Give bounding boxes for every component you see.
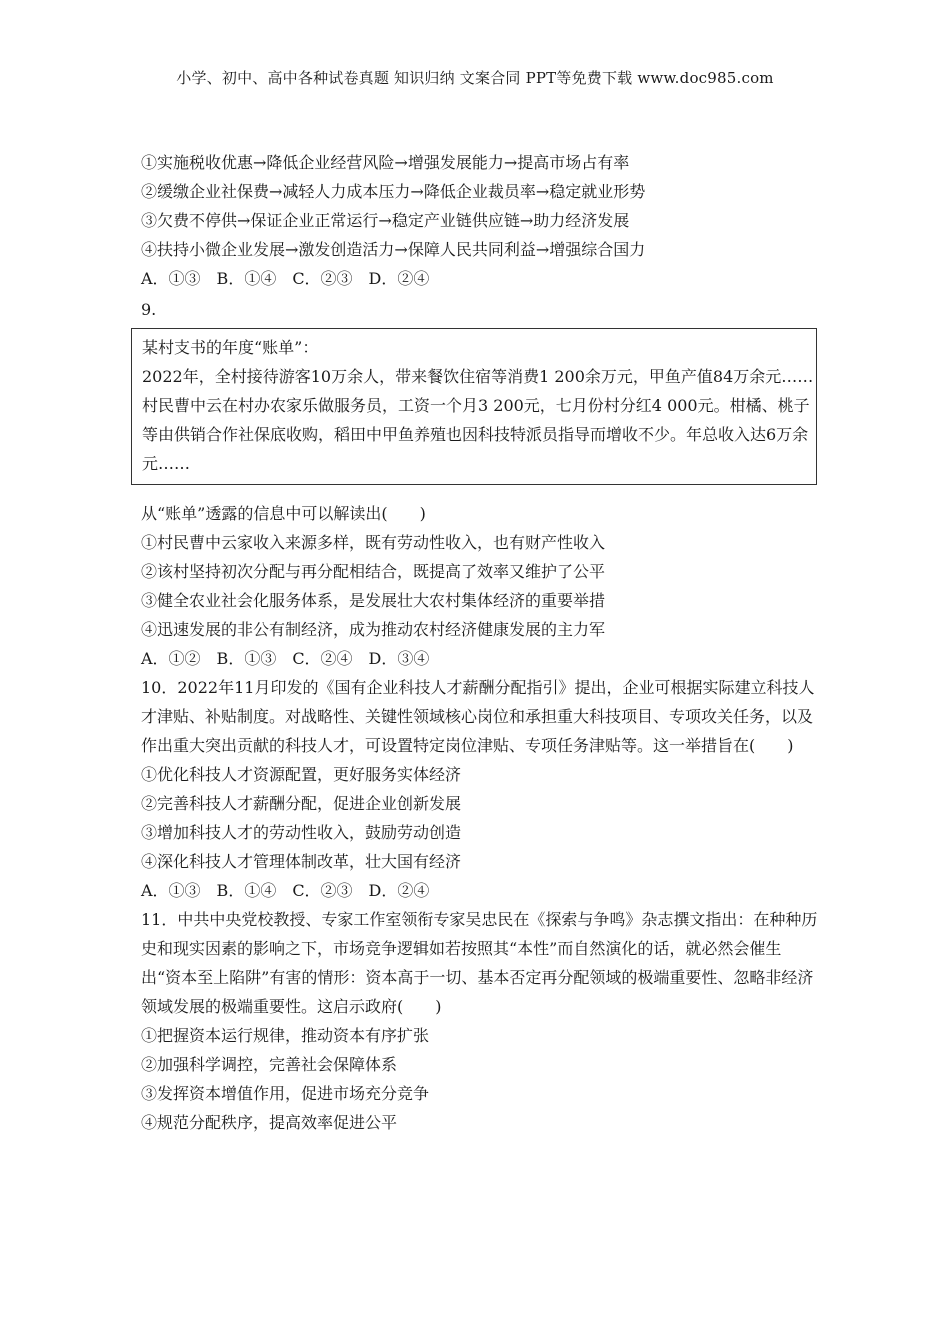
q9-number: 9. [141,300,157,319]
q11-stem: 11．中共中央党校教授、专家工作室领衔专家吴忠民在《探索与争鸣》杂志撰文指出：在种种历史和现实因素的影响之下，市场竞争逻辑如若按照其“本性”而自然演化的话，就必然会催生出“资本至上陷阱”有害的情形：资本高于一切、基本否定再分配领域的极端重要性、忽略非经济领域发展的极端重要性。这启示政府( ) [141,910,818,1016]
page-content [141,148,821,1137]
q9-box-title: 某村支书的年度“账单”： [142,338,319,357]
q10-answer-choices: A．①③ B．①④ C．②③ D．②④ [141,881,430,900]
q9-stem: 从“账单”透露的信息中可以解读出( ) [141,504,426,523]
page-header: 小学、初中、高中各种试卷真题 知识归纳 文案合同 PPT等免费下载 www.doc985.com [176,69,774,87]
question-11 [141,905,821,1137]
q9-box-paragraph-1: 2022年，全村接待游客10万余人，带来餐饮住宿等消费1 200余万元，甲鱼产值84万余元…… [142,367,814,386]
q9-option-3: ③健全农业社会化服务体系，是发展壮大农村集体经济的重要举措 [141,591,606,610]
q9-option-1: ①村民曹中云家收入来源多样，既有劳动性收入，也有财产性收入 [141,533,606,552]
q8-answer-choices: A．①③ B．①④ C．②③ D．②④ [141,269,430,288]
q8-option-4: ④扶持小微企业发展→激发创造活力→保障人民共同利益→增强综合国力 [141,240,646,259]
q8-option-3: ③欠费不停供→保证企业正常运行→稳定产业链供应链→助力经济发展 [141,211,630,230]
q9-answer-choices: A．①② B．①③ C．②④ D．③④ [141,649,430,668]
q9-material-box [131,328,817,485]
q9-option-2: ②该村坚持初次分配与再分配相结合，既提高了效率又维护了公平 [141,562,606,581]
q10-option-4: ④深化科技人才管理体制改革，壮大国有经济 [141,852,462,871]
q8-option-1: ①实施税收优惠→降低企业经营风险→增强发展能力→提高市场占有率 [141,153,630,172]
q11-option-1: ①把握资本运行规律，推动资本有序扩张 [141,1026,430,1045]
q10-stem: 10．2022年11月印发的《国有企业科技人才薪酬分配指引》提出，企业可根据实际建立科技人才津贴、补贴制度。对战略性、关键性领域核心岗位和承担重大科技项目、专项攻关任务，以及作出重大突出贡献的科技人才，可设置特定岗位津贴、专项任务津贴等。这一举措旨在( ) [141,678,815,755]
q10-option-3: ③增加科技人才的劳动性收入，鼓励劳动创造 [141,823,462,842]
q10-option-1: ①优化科技人才资源配置，更好服务实体经济 [141,765,462,784]
question-10 [141,673,821,905]
q9-option-4: ④迅速发展的非公有制经济，成为推动农村经济健康发展的主力军 [141,620,606,639]
q8-option-2: ②缓缴企业社保费→减轻人力成本压力→降低企业裁员率→稳定就业形势 [141,182,646,201]
q11-option-4: ④规范分配秩序，提高效率促进公平 [141,1113,398,1132]
q10-option-2: ②完善科技人才薪酬分配，促进企业创新发展 [141,794,462,813]
q9-box-paragraph-2: 村民曹中云在村办农家乐做服务员，工资一个月3 200元，七月份村分红4 000元。柑橘、桃子等由供销合作社保底收购，稻田中甲鱼养殖也因科技特派员指导而增收不少。年总收入达6万余元…… [142,396,810,473]
q11-option-3: ③发挥资本增值作用，促进市场充分竞争 [141,1084,430,1103]
question-8 [141,148,821,293]
question-9 [141,295,821,673]
q11-option-2: ②加强科学调控，完善社会保障体系 [141,1055,398,1074]
